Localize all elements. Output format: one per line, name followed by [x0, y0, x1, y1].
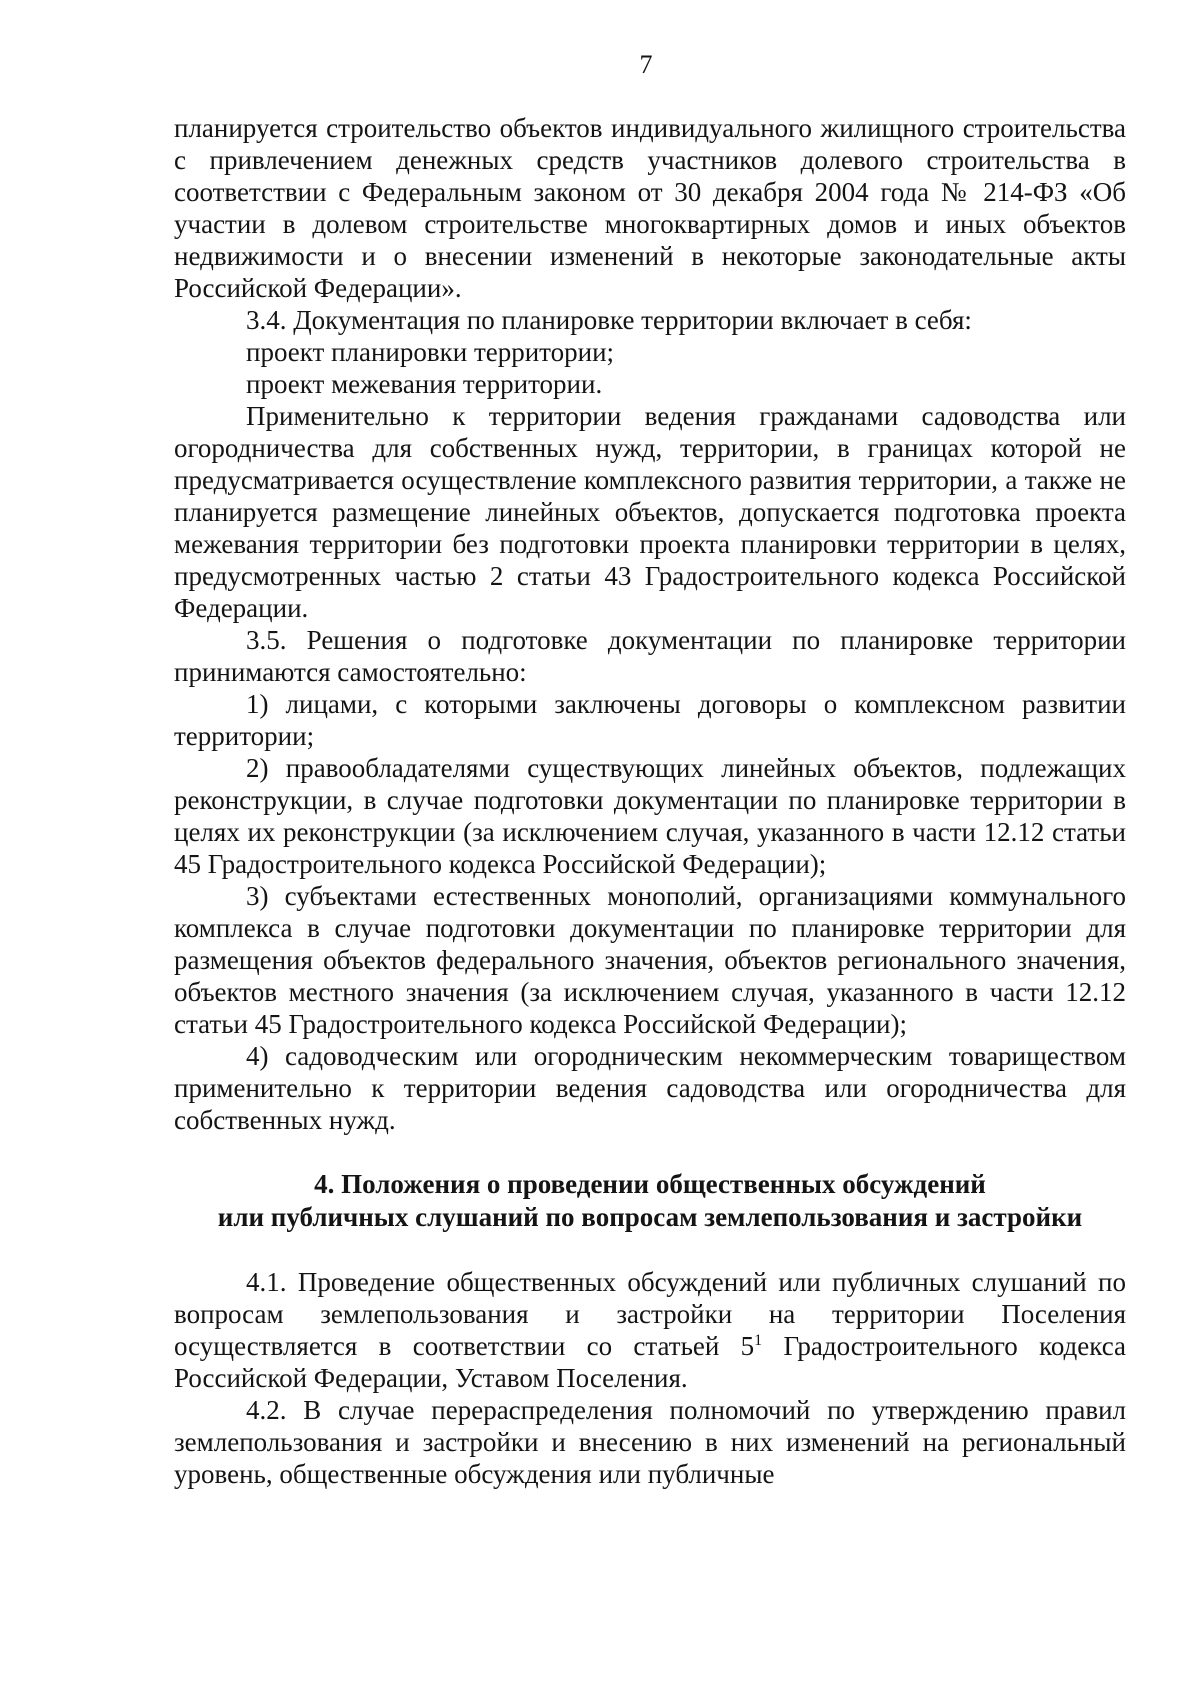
- paragraph-3-4-item-surveying: проект межевания территории.: [246, 369, 603, 399]
- paragraph-intro: планируется строительство объектов индивидуального жилищного строительства с привлечением денежных средств участников долевого строительства в соответствии с Федеральным законом от 30 декабря 2004 года № 214-ФЗ «Об участии в долевом строительстве многоквартирных домов и иных объектов недвижимости и о внесении изменений в некоторые законодательные акты Российской Федерации».: [174, 113, 1126, 303]
- paragraph-3-5-item-4: 4) садоводческим или огородническим некоммерческим товариществом применительно к территории ведения садоводства или огородничества для собственных нужд.: [174, 1041, 1126, 1135]
- paragraph-4-1: [174, 1266, 1126, 1394]
- section-heading-line-2: или публичных слушаний по вопросам землепользования и застройки: [217, 1202, 1083, 1232]
- document-body: [174, 112, 1126, 1490]
- paragraph-3-5-item-3: 3) субъектами естественных монополий, организациями коммунального комплекса в случае подготовки документации по планировке территории для размещения объектов федерального значения, объектов регионального значения, объектов местного значения (за исключением случая, указанного в части 12.12 статьи 45 Градостроительного кодекса Российской Федерации);: [174, 881, 1126, 1039]
- paragraph-3-4: 3.4. Документация по планировке территории включает в себя:: [246, 305, 972, 335]
- paragraph-3-5-item-1: 1) лицами, с которыми заключены договоры о комплексном развитии территории;: [174, 689, 1126, 751]
- paragraph-3-5-item-2: 2) правообладателями существующих линейных объектов, подлежащих реконструкции, в случае подготовки документации по планировке территории в целях их реконструкции (за исключением случая, указанного в части 12.12 статьи 45 Градостроительного кодекса Российской Федерации);: [174, 753, 1126, 879]
- paragraph-3-4-item-planning: проект планировки территории;: [246, 337, 615, 367]
- page-number: 7: [639, 50, 653, 79]
- paragraph-4-1-text-end: Градостроительного кодекса Российской Федерации, Уставом Поселения.: [174, 1331, 1127, 1393]
- paragraph-4-2: 4.2. В случае перераспределения полномочий по утверждению правил землепользования и застройки и внесению в них изменений на региональный уровень, общественные обсуждения или публичные: [174, 1395, 1126, 1489]
- paragraph-4-1-text: 4.1. Проведение общественных обсуждений или публичных слушаний по вопросам землепользования и застройки на территории Поселения осуществляется в соответствии со статьей 5: [174, 1267, 1126, 1361]
- section-heading-4: [174, 1168, 1126, 1234]
- section-heading-line-1: 4. Положения о проведении общественных обсуждений: [314, 1169, 986, 1199]
- document-page: [174, 0, 1126, 1689]
- article-superscript: 1: [754, 1332, 763, 1349]
- paragraph-applicable: Применительно к территории ведения гражданами садоводства или огородничества для собственных нужд, территории, в границах которой не предусматривается осуществление комплексного развития территории, а также не планируется размещение линейных объектов, допускается подготовка проекта межевания территории без подготовки проекта планировки территории в целях, предусмотренных частью 2 статьи 43 Градостроительного кодекса Российской Федерации.: [174, 401, 1126, 623]
- paragraph-3-5: 3.5. Решения о подготовке документации по планировке территории принимаются самостоятельно:: [174, 625, 1126, 687]
